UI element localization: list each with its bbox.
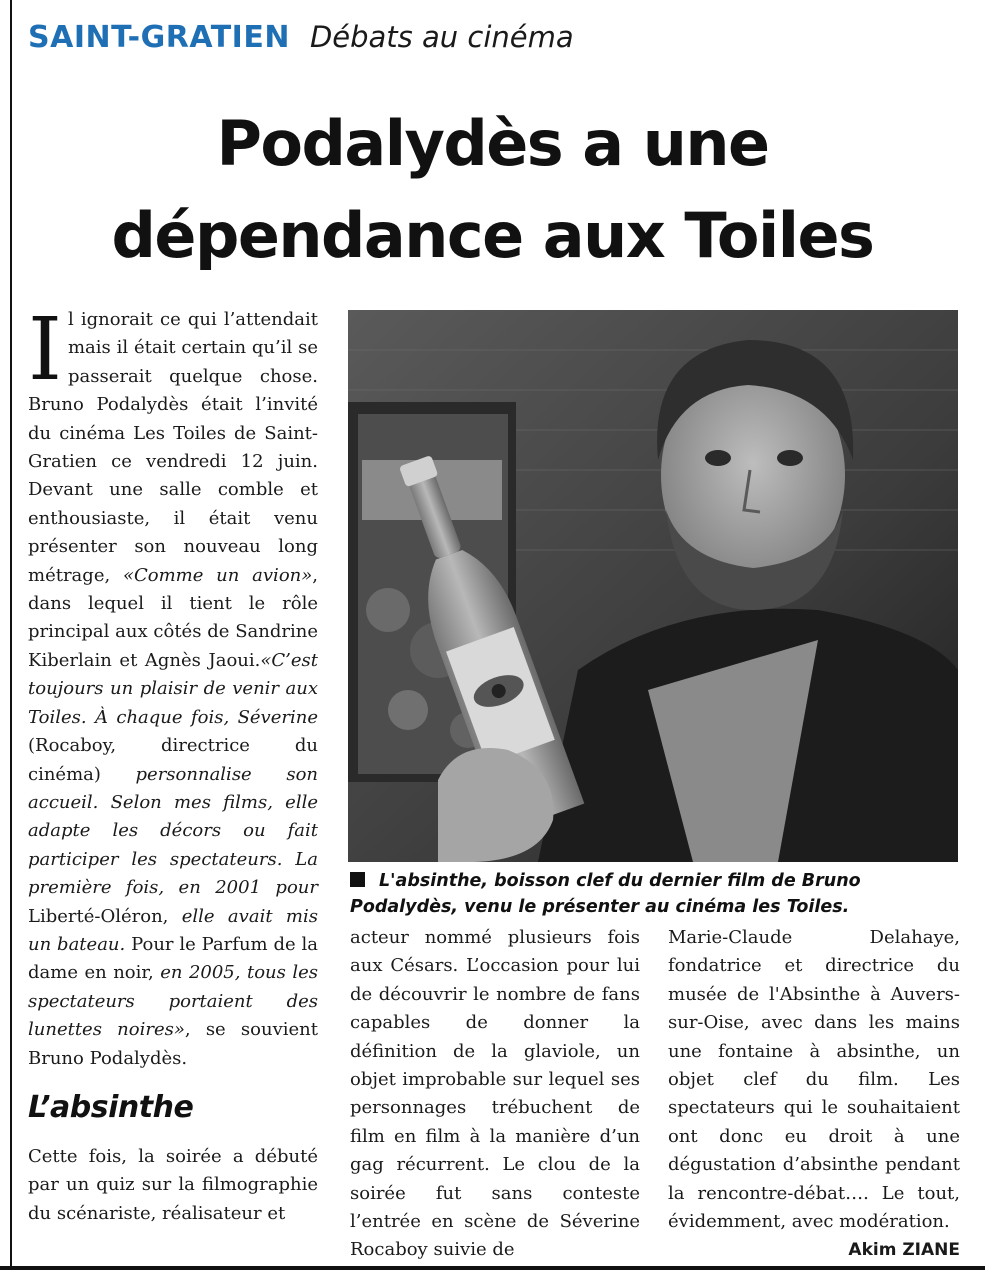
paragraph-1-run: «Comme un avion»: [122, 564, 313, 586]
paragraph-1-run: en 2005, tous les spectateurs portaient des lunettes noires»: [28, 962, 318, 1041]
paragraph-1-run: personnalise son accueil. Selon mes films, elle adapte les décors ou fait participer les spectateurs. La première fois, en 2001 pour: [28, 763, 318, 899]
paragraph-1-run: (Rocaboy, directrice du cinéma): [28, 735, 318, 785]
headline-line-2: dépendance aux Toiles: [111, 199, 874, 272]
photo-bruno-podalydes: [348, 310, 958, 862]
paragraph-1-body: [28, 300, 318, 1069]
kicker-rubric: Débats au cinéma: [309, 20, 574, 54]
article-column-2: [350, 924, 640, 1265]
paragraph-1-run: elle avait mis un bateau.: [28, 905, 318, 955]
article-column-1: [28, 300, 318, 1228]
article-paragraph-2-part-3: [668, 924, 960, 1261]
headline-line-1: Podalydès a une: [216, 107, 769, 180]
caption-bullet: [350, 872, 365, 887]
bottom-rule: [0, 1266, 985, 1270]
paragraph-2-part-3-text: Marie-Claude Delahaye, fondatrice et directrice du musée de l'Absinthe à Auvers-sur-Oise, avec dans les mains une fontaine à absinthe, un objet clef du film. Les spectateurs qui le souhaitaient ont donc eu droit à une dégustation d’absinthe pendant la rencontre-débat…. Le tout, évidemment, avec modération.: [668, 927, 960, 1233]
article-paragraph-1: [28, 300, 318, 1073]
caption-text: L'absinthe, boisson clef du dernier film de Bruno Podalydès, venu le présenter au cinéma les Toiles.: [350, 871, 861, 917]
article-paragraph-2-part-1: Cette fois, la soirée a débuté par un quiz sur la filmographie du scénariste, réalisateur et: [28, 1145, 318, 1224]
photo-caption: [350, 868, 960, 920]
paragraph-1-run: , dans lequel il tient le rôle principal aux côtés de Sandrine Kiberlain et Agnès Jaoui.: [28, 564, 318, 671]
paragraph-1-run: Liberté-Oléron,: [28, 905, 182, 927]
kicker-place: SAINT-GRATIEN: [28, 20, 290, 55]
dropcap: I: [28, 300, 62, 400]
paragraph-1-run: l ignorait ce qui l’attendait mais il était certain qu’il se passerait quelque chose. Bruno Podalydès était l’invité du cinéma Les Toiles de Saint-Gratien ce vendredi 12 juin. Devant une salle comble et enthousiaste, il était venu présenter son nouveau long métrage,: [28, 309, 318, 586]
headline: [20, 98, 965, 282]
article-paragraph-2-part-2: acteur nommé plusieurs fois aux Césars. L’occasion pour lui de découvrir le nombre de fans capables de donner la définition de la glaviole, un objet improbable sur lequel ses personnages trébuchent de film en film à la manière d’un gag récurrent. Le clou de la soirée fut sans conteste l’entrée en scène de Séverine Rocaboy suivie de: [350, 927, 640, 1261]
left-rule: [10, 0, 12, 1268]
paragraph-1-run: «C’est toujours un plaisir de venir aux Toiles. À chaque fois, Séverine: [28, 649, 318, 728]
kicker: [28, 20, 574, 60]
paragraph-1-run: , se souvient Bruno Podalydès.: [28, 1019, 318, 1069]
article-column-3: [668, 924, 960, 1265]
subhead-absinthe: L’absinthe: [28, 1089, 194, 1125]
signature: Akim ZIANE: [848, 1240, 960, 1261]
paragraph-1-run: Pour le Parfum de la dame en noir,: [28, 933, 318, 984]
photo-illustration: [348, 310, 958, 862]
